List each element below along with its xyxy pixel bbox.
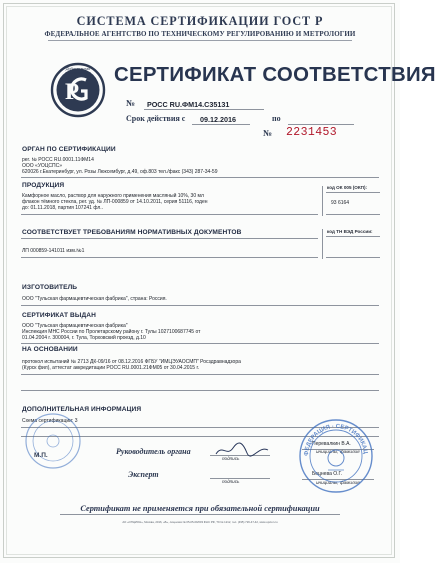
agency-title: ФЕДЕРАЛЬНОЕ АГЕНТСТВО ПО ТЕХНИЧЕСКОМУ РЕГУЛИРОВАНИЮ И МЕТРОЛОГИИ (44, 30, 356, 38)
extra-value: Схема сертификации: 3 (22, 418, 78, 424)
certification-seal (298, 418, 374, 494)
issued-rule (21, 343, 379, 344)
manufacturer-value: ООО "Тульская фармацевтическая фабрика", страна: Россия. (22, 296, 167, 302)
organ-rule (21, 177, 379, 178)
head-name: Перевалкин В.А. (312, 441, 351, 447)
okp-label-rule (326, 192, 380, 193)
validity-label: Срок действия с (126, 114, 186, 123)
cert-number-label: № (126, 98, 136, 108)
header-rule (48, 40, 352, 41)
expert-name-caption: инициалы, фамилия (316, 480, 360, 485)
validity-to-label: по (272, 114, 281, 123)
valid-to-rule (288, 124, 354, 125)
basis-heading: НА ОСНОВАНИИ (22, 346, 78, 353)
svg-text:Р: Р (65, 79, 80, 104)
manufacturer-heading: ИЗГОТОВИТЕЛЬ (22, 284, 78, 291)
cert-number: РОСС RU.ФМ14.С35131 (147, 100, 230, 109)
issued-line-2: Инспекция МНС России по Пролетарскому району г. Тулы 1027100687745 от (22, 329, 201, 335)
product-line-2: флакон тёмного стекла, рег. уд. № ЛП-000859 от 14.10.2011, серия 51116, годен (22, 199, 208, 205)
footer-notice: Сертификат не применяется при обязательной сертификации (80, 504, 320, 513)
expert-signature-line (210, 478, 270, 479)
product-rule (21, 214, 318, 215)
tnved-value-rule (326, 257, 380, 258)
organ-line-1: рег. № РОСС RU.0001.11ФМ14 (22, 157, 94, 163)
logo-caption: Добровольная сертификация (65, 67, 91, 75)
serial-label: № (263, 128, 273, 138)
seal-ring-text: ФЕДЕРАЦИЯ · СЕРТИФИКАЦ (303, 423, 368, 457)
organ-line-2: ООО «УОЦСПС» (22, 163, 63, 169)
issued-line-1: ООО "Тульская фармацевтическая фабрика" (22, 323, 128, 329)
extra-heading: ДОПОЛНИТЕЛЬНАЯ ИНФОРМАЦИЯ (22, 406, 142, 413)
head-label: Руководитель органа (116, 447, 191, 456)
system-title: СИСТЕМА СЕРТИФИКАЦИИ ГОСТ Р (76, 14, 324, 28)
product-heading: ПРОДУКЦИЯ (22, 182, 65, 189)
organ-heading: ОРГАН ПО СЕРТИФИКАЦИИ (22, 146, 116, 153)
product-line-1: Камфорное масло, раствор для наружного применения масляный 10%, 30 мл (22, 193, 204, 199)
tnved-label-rule (326, 236, 380, 237)
okp-value: 93 6164 (331, 200, 350, 206)
cert-number-rule (144, 109, 264, 110)
head-sig-caption: подпись (222, 456, 240, 461)
basis-line-2: (Курск фил), аттестат аккредитации РОСС RU.0001.21ФМ05 от 30.04.2015 г. (22, 365, 200, 371)
valid-from-rule (192, 124, 250, 125)
basis-rule-2 (21, 390, 379, 391)
standards-head-rule (21, 238, 318, 239)
issued-heading: СЕРТИФИКАТ ВЫДАН (22, 312, 96, 319)
stamp-place-label: М.П. (34, 452, 48, 459)
manufacturer-rule (21, 305, 379, 306)
organ-line-3: 620026 г.Екатеринбург, ул. Розы Люксембург, д.49, оф.803 тел./факс (343) 287-34-59 (22, 169, 218, 175)
certificate-title: СЕРТИФИКАТ СООТВЕТСТВИЯ (114, 64, 436, 86)
tnved-label: код ТН ВЭД России: (327, 229, 373, 234)
footer-imprint: АО «ОПЦИОН», Москва, 2016, «Б», лицензия № 05-05-09/003 ФНС РФ, ТЗ № 1212, тел. (495) 726-47-42, www.opcion.ru (122, 520, 278, 524)
basis-line-1: протокол испытаний № 2713 ДК-09/16 от 08.12.2016 ФГБУ "ИМЦЭУАОСМП" Росздравнадзора (22, 359, 241, 365)
okp-value-rule (326, 214, 380, 215)
expert-name: Бецнева О.Г. (312, 471, 343, 477)
head-name-caption: инициалы, фамилия (316, 449, 360, 454)
expert-sig-caption: подпись (222, 479, 240, 484)
okp-divider (322, 186, 323, 216)
serial-number: 2231453 (286, 126, 338, 139)
standards-value: ЛП 000859-141011 изм.№1 (22, 248, 85, 254)
round-stamp-left (24, 412, 82, 470)
expert-label: Эксперт (128, 470, 159, 479)
product-line-3: до: 01.11.2018, партия 107241 фл.. (22, 205, 104, 211)
basis-rule (21, 374, 379, 375)
footer-rule (60, 514, 340, 515)
okp-label: код ОК 005 (ОКП): (327, 185, 368, 190)
standards-rule (21, 257, 318, 258)
valid-from: 09.12.2016 (200, 115, 236, 124)
standards-heading: СООТВЕТСТВУЕТ ТРЕБОВАНИЯМ НОРМАТИВНЫХ ДОКУМЕНТОВ (22, 229, 242, 236)
issued-line-3: 01.04.2004 г. 300004, г. Тула, Торховский проезд, д.10 (22, 335, 146, 341)
tnved-divider (322, 229, 323, 259)
